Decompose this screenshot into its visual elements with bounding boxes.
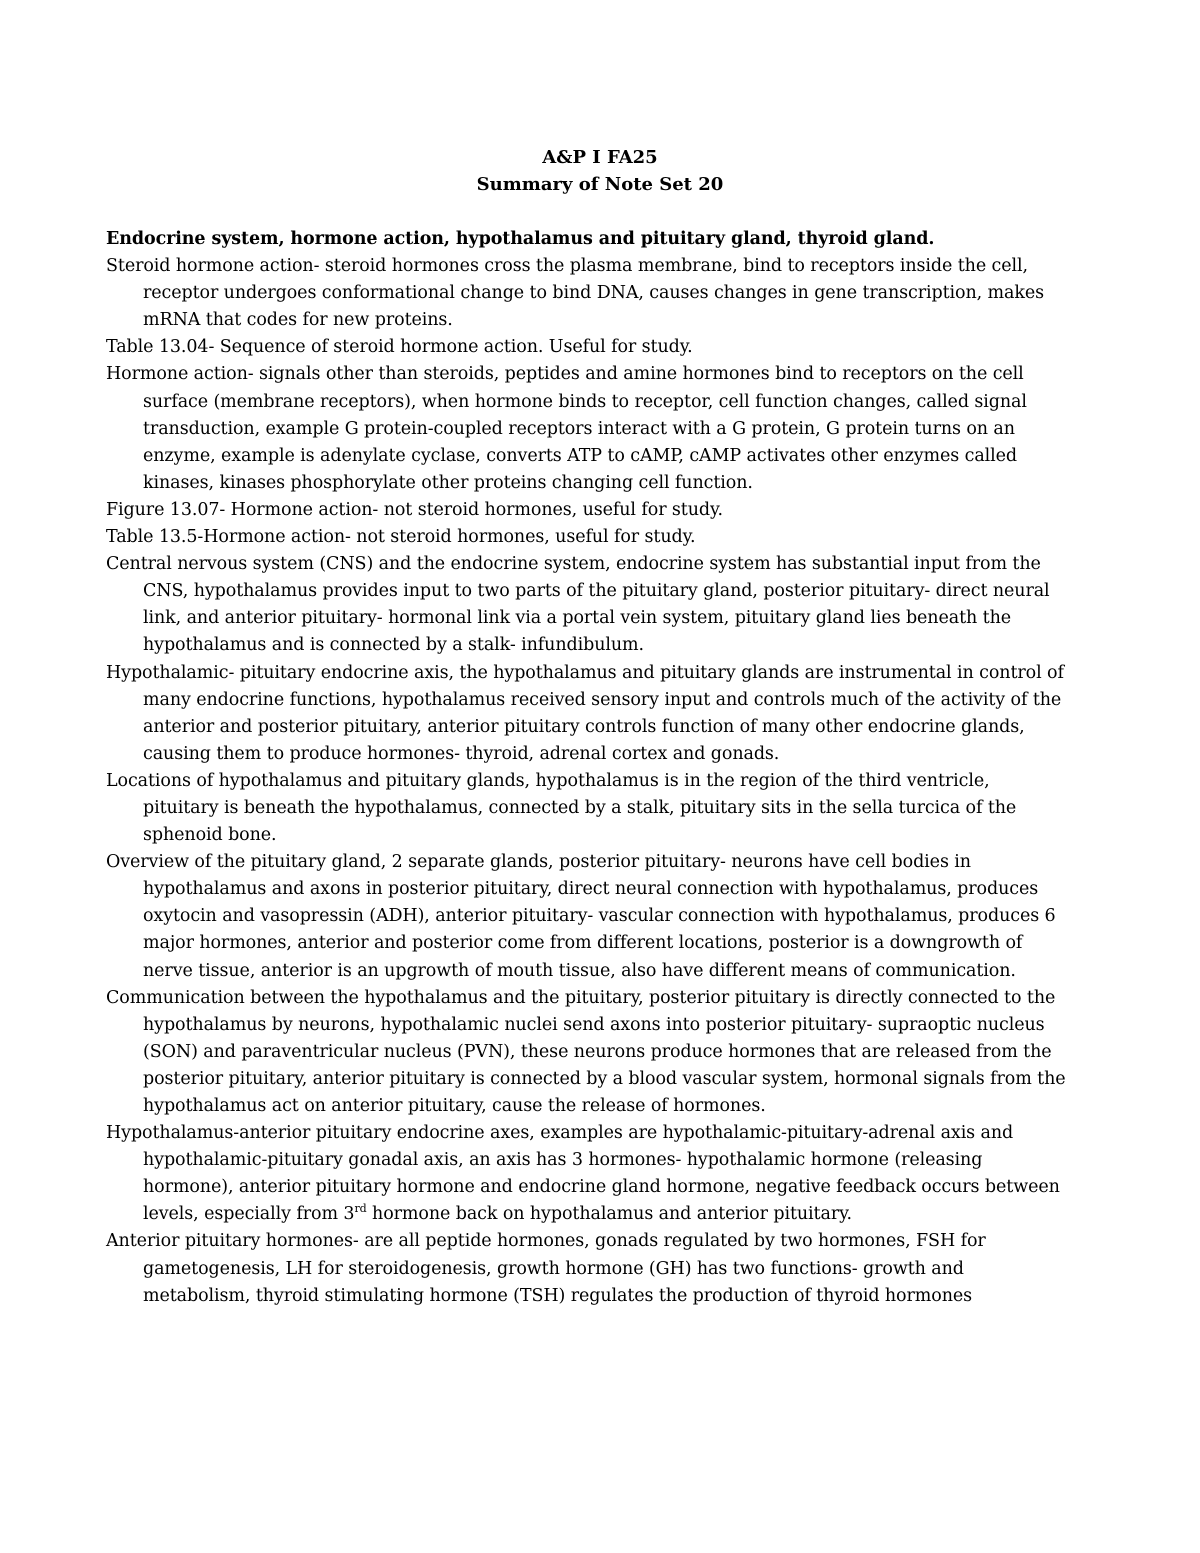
paragraph-cns-endocrine: Central nervous system (CNS) and the endocrine system, endocrine system has substantial input from the CNS, hypothalamus provides input to two parts of the pituitary gland, posterior pituitary- direct neural link, and anterior pituitary- hormonal link via a portal vein system, pituitary gland lies beneath the hypothalamus and is connected by a stalk- infundibulum. xyxy=(106,554,1050,656)
paragraph-anterior-pituitary-hormones: Anterior pituitary hormones- are all peptide hormones, gonads regulated by two hormones, FSH for gametogenesis, LH for steroidogenesis, growth hormone (GH) has two functions- growth and metabolism, thyroid stimulating hormone (TSH) regulates the production of thyroid hormones xyxy=(106,1231,986,1306)
paragraph-steroid-hormone-action: Steroid hormone action- steroid hormones cross the plasma membrane, bind to receptors inside the cell, receptor undergoes conformational change to bind DNA, causes changes in gene transcription, makes mRNA that codes for new proteins. xyxy=(106,256,1045,331)
course-title: A&P I FA25 xyxy=(542,147,658,168)
note-set-title: Summary of Note Set 20 xyxy=(476,174,724,195)
ordinal-suffix: rd xyxy=(354,1202,367,1216)
paragraph-table-13-5: Table 13.5-Hormone action- not steroid hormones, useful for study. xyxy=(106,527,696,548)
paragraph-table-13-04: Table 13.04- Sequence of steroid hormone action. Useful for study. xyxy=(106,337,693,358)
paragraph-hypothalamic-pituitary-axis: Hypothalamic- pituitary endocrine axis, the hypothalamus and pituitary glands are instrumental in control of many endocrine functions, hypothalamus received sensory input and controls much of the activity of the anterior and posterior pituitary, anterior pituitary controls function of many other endocrine glands, causing them to produce hormones- thyroid, adrenal cortex and gonads. xyxy=(106,662,1064,764)
axes-text-before: Hypothalamus-anterior pituitary endocrine axes, examples are hypothalamic-pituitary-adrenal axis and hypothalamic-pituitary gonadal axis, an axis has 3 hormones- hypothalamic hormone (releasing hormone), anterior pituitary hormone and endocrine gland hormone, negative feedback occurs between levels, especially from 3 xyxy=(106,1123,1060,1225)
paragraph-hormone-action: Hormone action- signals other than steroids, peptides and amine hormones bind to receptors on the cell surface (membrane receptors), when hormone binds to receptor, cell function changes, called signal transduction, example G protein-coupled receptors interact with a G protein, G protein turns on an enzyme, example is adenylate cyclase, converts ATP to cAMP, cAMP activates other enzymes called kinases, kinases phosphorylate other proteins changing cell function. xyxy=(106,364,1027,493)
axes-text-after: hormone back on hypothalamus and anterior pituitary. xyxy=(366,1204,853,1225)
paragraph-communication: Communication between the hypothalamus and the pituitary, posterior pituitary is directly connected to the hypothalamus by neurons, hypothalamic nuclei send axons into posterior pituitary- supraoptic nucleus (SON) and paraventricular nucleus (PVN), these neurons produce hormones that are released from the posterior pituitary, anterior pituitary is connected by a blood vascular system, hormonal signals from the hypothalamus act on anterior pituitary, cause the release of hormones. xyxy=(106,987,1066,1116)
document-body xyxy=(106,226,1066,1310)
paragraph-locations: Locations of hypothalamus and pituitary glands, hypothalamus is in the region of the third ventricle, pituitary is beneath the hypothalamus, connected by a stalk, pituitary sits in the sella turcica of the sphenoid bone. xyxy=(106,770,1017,846)
document-header xyxy=(0,144,1200,198)
paragraph-figure-13-07: Figure 13.07- Hormone action- not steroid hormones, useful for study. xyxy=(106,499,723,520)
paragraph-pituitary-overview: Overview of the pituitary gland, 2 separate glands, posterior pituitary- neurons have cell bodies in hypothalamus and axons in posterior pituitary, direct neural connection with hypothalamus, produces oxytocin and vasopressin (ADH), anterior pituitary- vascular connection with hypothalamus, produces 6 major hormones, anterior and posterior come from different locations, posterior is a downgrowth of nerve tissue, anterior is an upgrowth of mouth tissue, also have different means of communication. xyxy=(106,852,1056,981)
paragraph-endocrine-axes xyxy=(106,1120,1066,1228)
subject-heading: Endocrine system, hormone action, hypothalamus and pituitary gland, thyroid gland. xyxy=(106,229,935,249)
